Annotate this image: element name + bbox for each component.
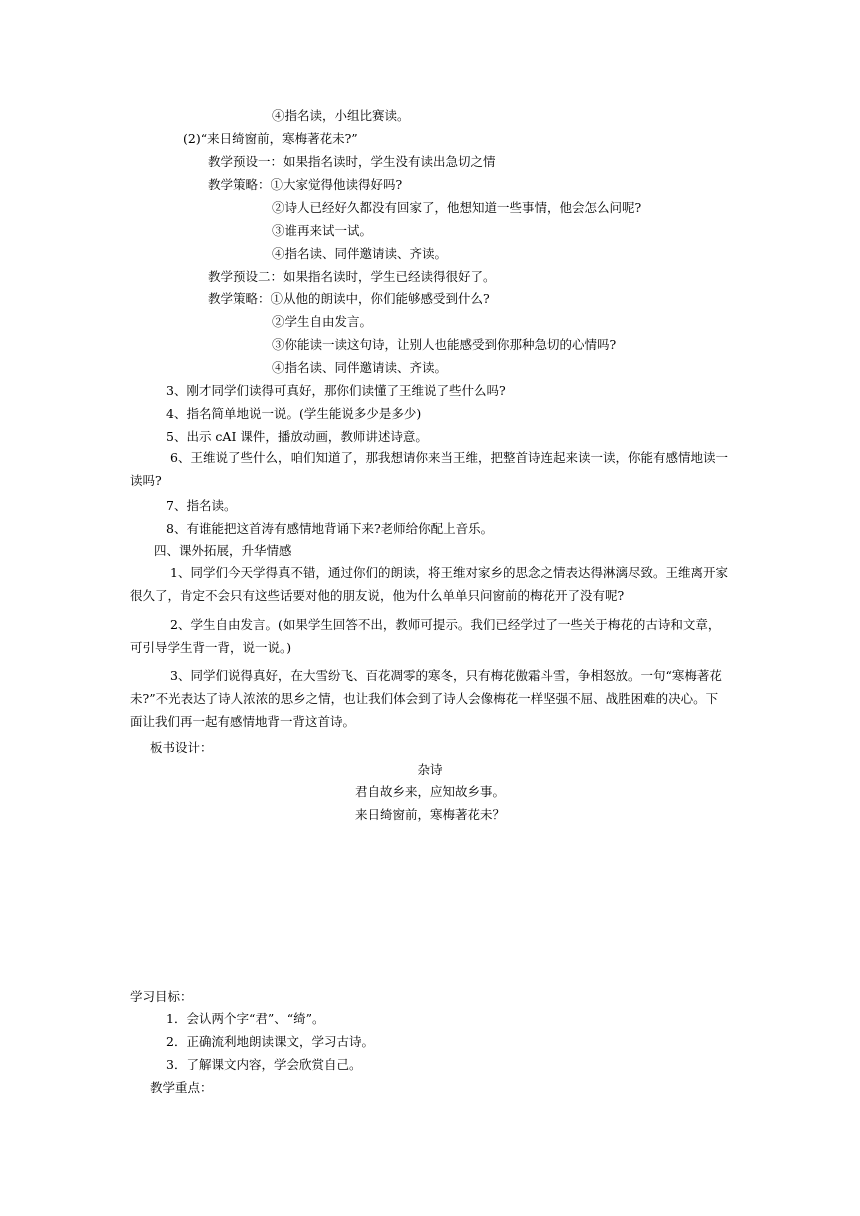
section-heading: (2)“来日绮窗前，寒梅著花未?” bbox=[183, 131, 358, 146]
text-line: 3、刚才同学们读得可真好，那你们读懂了王维说了些什么吗? bbox=[166, 383, 506, 398]
text-line: 教学预设一：如果指名读时，学生没有读出急切之情 bbox=[208, 154, 496, 169]
text-line: ②诗人已经好久都没有回家了，他想知道一些事情，他会怎么问呢? bbox=[272, 200, 642, 215]
paragraph: 6、王维说了些什么，咱们知道了，那我想请你来当王维，把整首诗连起来读一读，你能有感情地读一读吗? bbox=[130, 450, 728, 488]
paragraph: 1、同学们今天学得真不错，通过你们的朗读，将王维对家乡的思念之情表达得淋漓尽致。王维离开家很久了，肯定不会只有这些话要对他的朋友说，他为什么单单只问窗前的梅花开了没有呢? bbox=[130, 565, 728, 603]
text-line: 7、指名读。 bbox=[166, 498, 237, 513]
poem-line: 君自故乡来，应知故乡事。 bbox=[354, 784, 505, 799]
text-line: ③谁再来试一试。 bbox=[272, 223, 373, 238]
text-line: 4、指名简单地说一说。(学生能说多少是多少) bbox=[166, 406, 422, 421]
board-design-label: 板书设计： bbox=[150, 740, 213, 755]
text-line: 教学预设二：如果指名读时，学生已经读得很好了。 bbox=[208, 269, 496, 284]
text-line: 8、有谁能把这首涛有感情地背诵下来?老师给你配上音乐。 bbox=[166, 521, 494, 536]
text-line: ④指名读，小组比赛读。 bbox=[272, 108, 410, 123]
section-heading: 学习目标： bbox=[130, 989, 193, 1004]
poem-title: 杂诗 bbox=[417, 762, 443, 777]
paragraph: 3、同学们说得真好，在大雪纷飞、百花凋零的寒冬，只有梅花傲霜斗雪，争相怒放。一句“寒梅著花未?”不光表达了诗人浓浓的思乡之情，也让我们体会到了诗人会像梅花一样坚强不屈、战胜困难的决心。下面让我们再一起有感情地背一背这首诗。 bbox=[130, 668, 722, 729]
paragraph: 2、学生自由发言。(如果学生回答不出，教师可提示。我们已经学过了一些关于梅花的古诗和文章，可引导学生背一背，说一说。) bbox=[130, 617, 721, 655]
text-line: 5、出示 cAI 课件，播放动画，教师讲述诗意。 bbox=[166, 429, 428, 444]
poem-line: 来日绮窗前，寒梅著花未？ bbox=[354, 807, 505, 822]
text-line: 教学策略：①大家觉得他读得好吗? bbox=[208, 177, 403, 192]
text-line: ④指名读、同伴邀请读、齐读。 bbox=[272, 360, 448, 375]
section-heading: 四、课外拓展，升华情感 bbox=[154, 543, 292, 558]
text-line: ③你能读一读这句诗，让别人也能感受到你那种急切的心情吗? bbox=[272, 337, 617, 352]
text-line: ④指名读、同伴邀请读、齐读。 bbox=[272, 246, 448, 261]
list-item: 1．会认两个字“君”、“绮”。 bbox=[166, 1011, 325, 1026]
list-item: 2．正确流利地朗读课文，学习古诗。 bbox=[166, 1034, 374, 1049]
text-line: ②学生自由发言。 bbox=[272, 314, 373, 329]
list-item: 3．了解课文内容，学会欣赏自己。 bbox=[166, 1057, 362, 1072]
text-line: 教学策略：①从他的朗读中，你们能够感受到什么? bbox=[208, 291, 490, 306]
section-heading: 教学重点： bbox=[150, 1080, 213, 1095]
